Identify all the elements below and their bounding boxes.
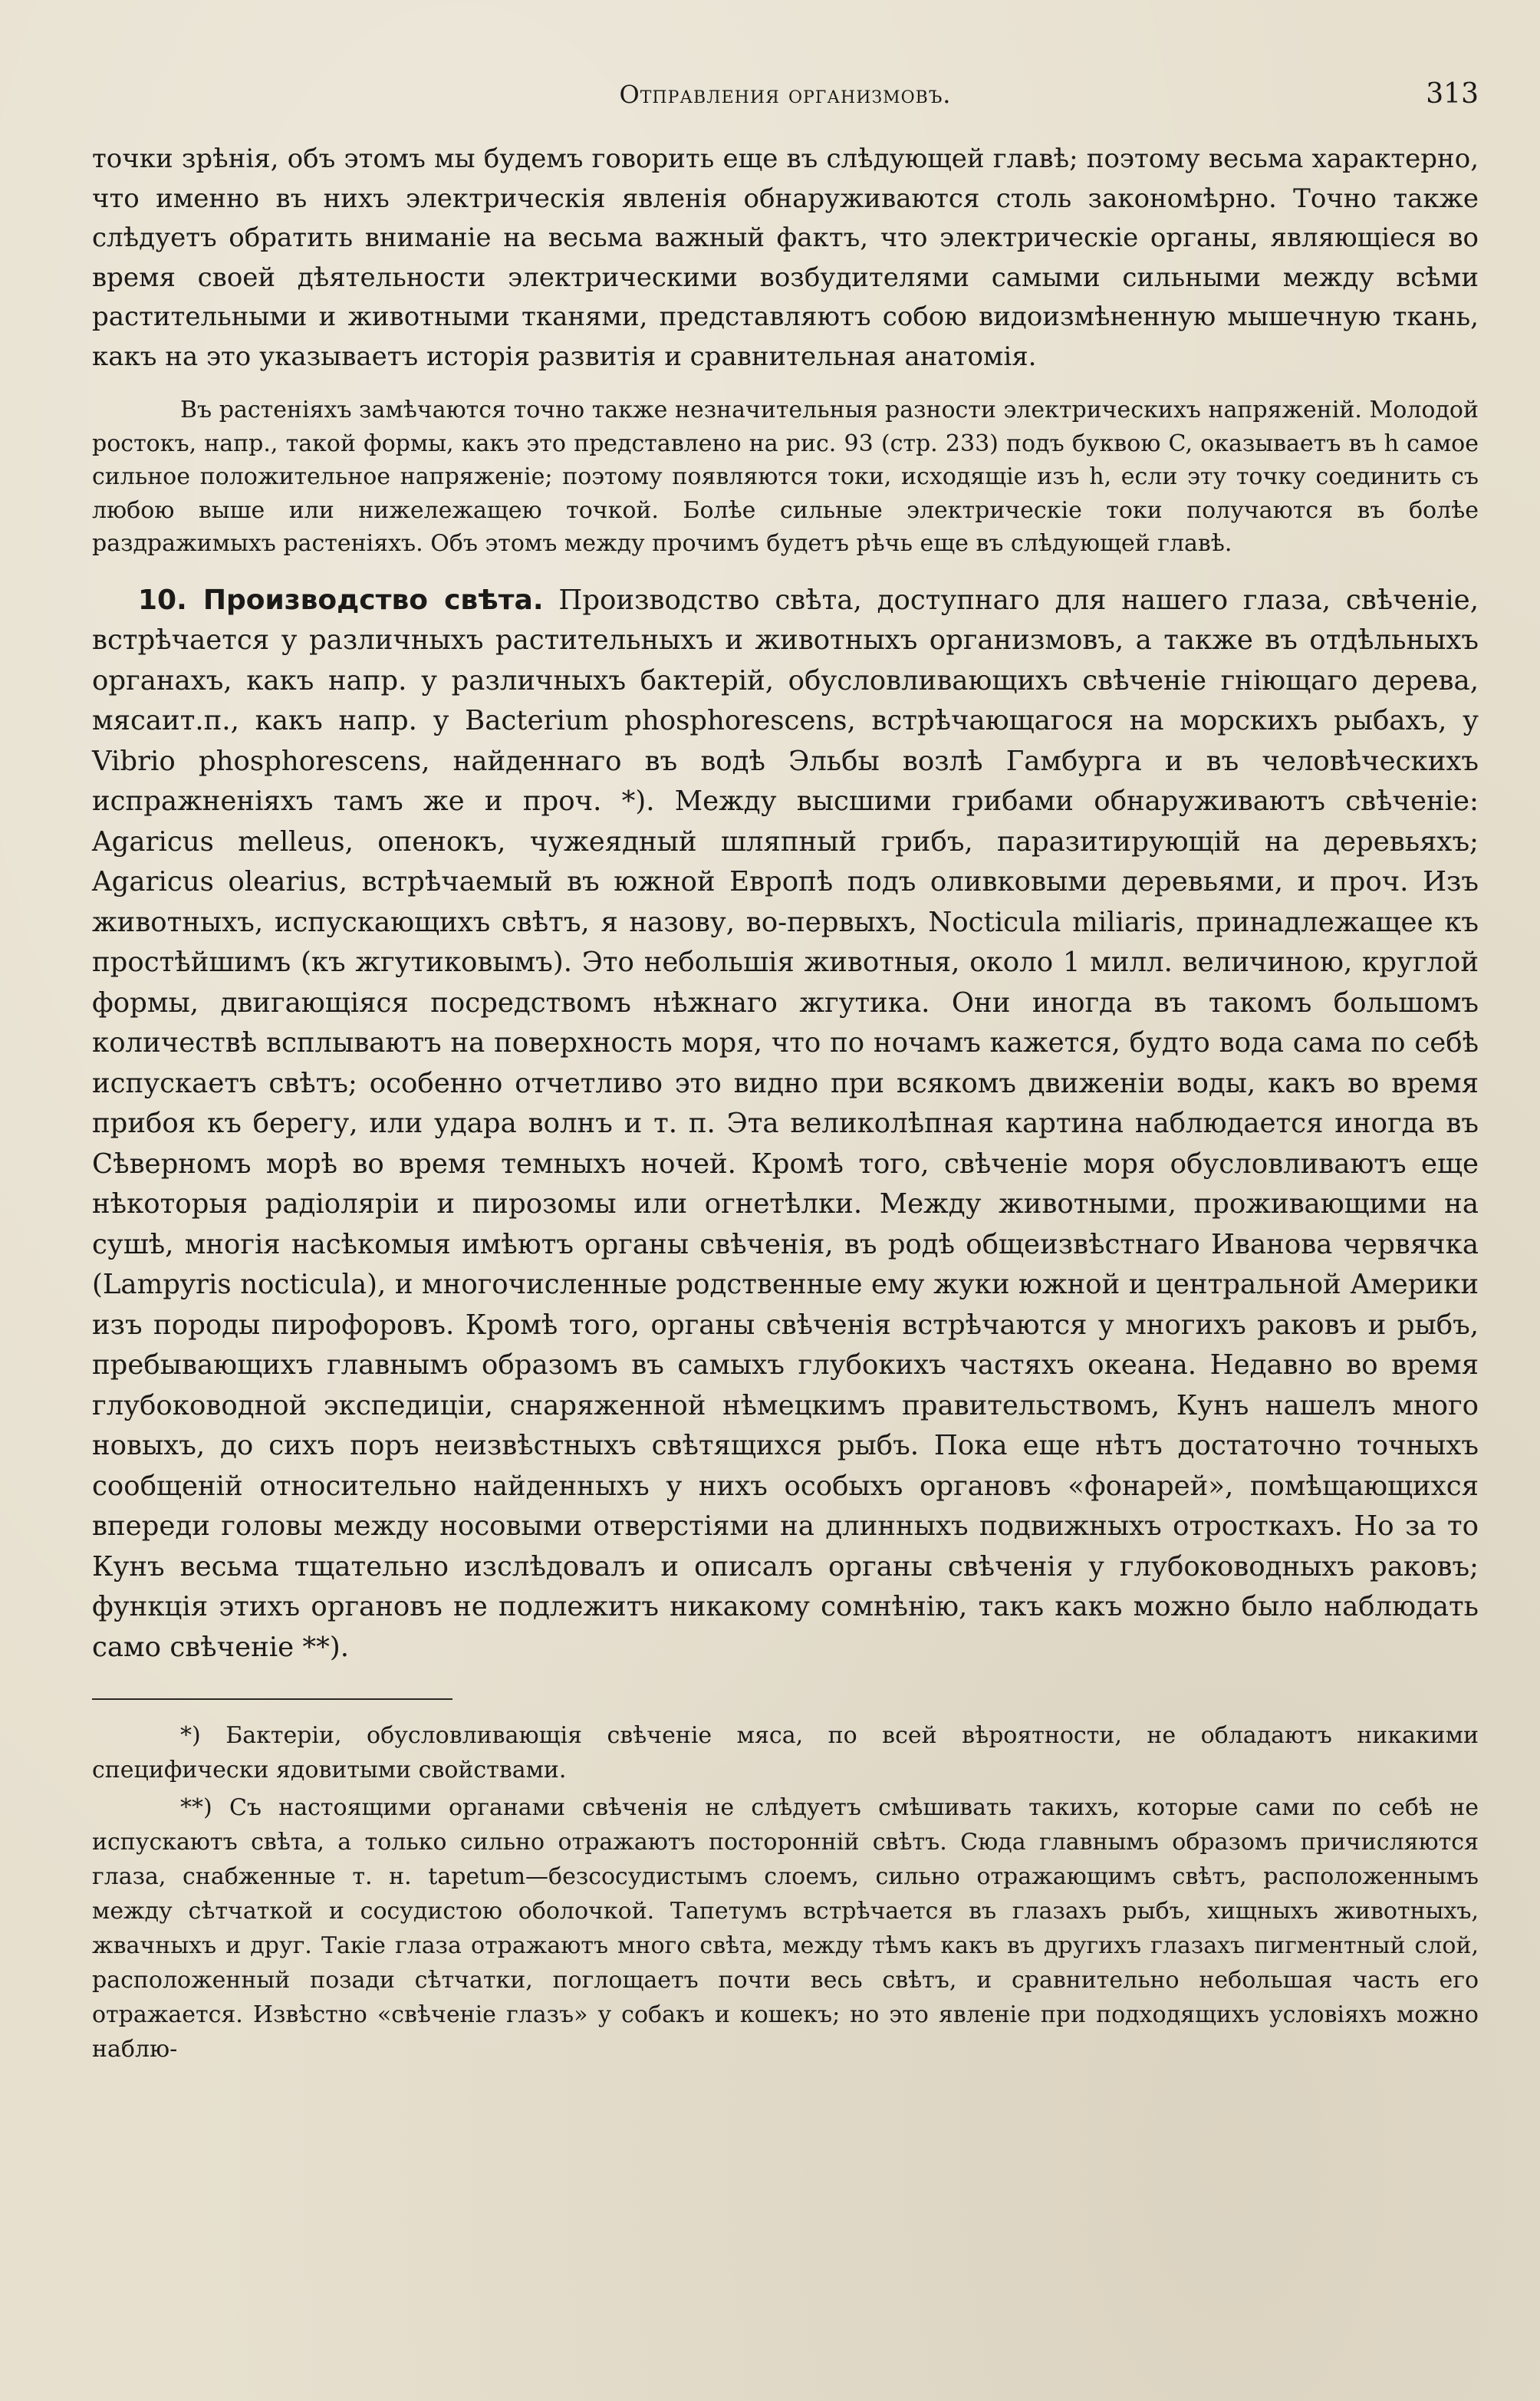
running-head <box>92 74 1479 120</box>
footnote-2: **) Съ настоящими органами свѣченія не слѣдуетъ смѣшивать такихъ, которые сами по себѣ не испускаютъ свѣта, а только сильно отражаютъ посторонній свѣтъ. Сюда главнымъ образомъ причисляются глаза, снабженные т. н. tapetum—безсосудистымъ слоемъ, сильно отражающимъ свѣтъ, расположеннымъ между сѣтчаткой и сосудистою оболочкой. Тапетумъ встрѣчается въ глазахъ рыбъ, хищныхъ животныхъ, жвачныхъ и друг. Такіе глаза отражаютъ много свѣта, между тѣмъ какъ въ другихъ глазахъ пигментный слой, расположенный позади сѣтчатки, поглощаетъ почти весь свѣтъ, и сравнительно небольшая часть его отражается. Извѣстно «свѣченіе глазъ» у собакъ и кошекъ; но это явленіе при подходящихъ условіяхъ можно наблю- <box>92 1794 1479 2063</box>
footnote-1: *) Бактеріи, обусловливающія свѣченіе мяса, по всей вѣроятности, не обладаютъ никакими специфически ядовитыми свойствами. <box>92 1722 1479 1783</box>
footnote-divider <box>92 1698 452 1700</box>
section-light-production <box>92 581 1479 1668</box>
running-title: Отправления организмовъ. <box>619 80 952 109</box>
page-number: 313 <box>1426 78 1479 110</box>
paragraph-plants-electricity: Въ растеніяхъ замѣчаются точно также незначительныя разности электрическихъ напряженій. Молодой ростокъ, напр., такой формы, какъ это представлено на рис. 93 (стр. 233) подъ буквою C, оказываетъ въ h самое сильное положительное напряженіе; поэтому появляются токи, исходящіе изъ h, если эту точку соединить съ любою выше или нижележащею точкой. Болѣе сильные электрическіе токи получаются въ болѣе раздражимыхъ растеніяхъ. Объ этомъ между прочимъ будетъ рѣчь еще въ слѣдующей главѣ. <box>92 397 1479 557</box>
paragraph-continuation: точки зрѣнія, объ этомъ мы будемъ говорить еще въ слѣдующей главѣ; поэтому весьма характерно, что именно въ нихъ электрическія явленія обнаруживаются столь закономѣрно. Точно также слѣдуетъ обратить вниманіе на весьма важный фактъ, что электрическіе органы, являющіеся во время своей дѣятельности электрическими возбудителями самыми сильными между всѣми растительными и животными тканями, представляютъ собою видоизмѣненную мышечную ткань, какъ на это указываетъ исторія развитія и сравнительная анатомія. <box>92 143 1479 372</box>
section-heading: 10. Производство свѣта. <box>138 584 544 616</box>
section-body: Производство свѣта, доступнаго для нашего глаза, свѣченіе, встрѣчается у различныхъ растительныхъ и животныхъ организмовъ, а также въ отдѣльныхъ органахъ, какъ напр. у различныхъ бактерій, обусловливающихъ свѣченіе гніющаго дерева, мясаит.п., какъ напр. у Bacterium phosphorescens, встрѣчающагося на морскихъ рыбахъ, у Vibrio phosphorescens, найденнаго въ водѣ Эльбы возлѣ Гамбурга и въ человѣческихъ испражненіяхъ тамъ же и проч. *). Между высшими грибами обнаруживаютъ свѣченіе: Agaricus melleus, опенокъ, чужеядный шляпный грибъ, паразитирующій на деревьяхъ; Agaricus olearius, встрѣчаемый въ южной Европѣ подъ оливковыми деревьями, и проч. Изъ животныхъ, испускающихъ свѣтъ, я назову, во-первыхъ, Nocticula miliaris, принадлежащее къ простѣйшимъ (къ жгутиковымъ). Это небольшія животныя, около 1 милл. величиною, круглой формы, двигающіяся посредствомъ нѣжнаго жгутика. Они иногда въ такомъ большомъ количествѣ всплываютъ на поверхность моря, что по ночамъ кажется, будто вода сама по себѣ испускаетъ свѣтъ; особенно отчетливо это видно при всякомъ движеніи воды, какъ во время прибоя къ берегу, или удара волнъ и т. п. Эта великолѣпная картина наблюдается иногда въ Сѣверномъ морѣ во время темныхъ ночей. Кромѣ того, свѣченіе моря обусловливаютъ еще нѣкоторыя радіоляріи и пирозомы или огнетѣлки. Между животными, проживающими на сушѣ, многія насѣкомыя имѣютъ органы свѣченія, въ родѣ общеизвѣстнаго Иванова червячка (Lampyris nocticula), и многочисленные родственные ему жуки южной и центральной Америки изъ породы пирофоровъ. Кромѣ того, органы свѣченія встрѣчаются у многихъ раковъ и рыбъ, пребывающихъ главнымъ образомъ въ самыхъ глубокихъ частяхъ океана. Недавно во время глубоководной экспедиціи, снаряженной нѣмецкимъ правительствомъ, Кунъ нашелъ много новыхъ, до сихъ поръ неизвѣстныхъ свѣтящихся рыбъ. Пока еще нѣтъ достаточно точныхъ сообщеній относительно найденныхъ у нихъ особыхъ органовъ «фонарей», помѣщающихся впереди головы между носовыми отверстіями на длинныхъ подвижныхъ отросткахъ. Но за то Кунъ весьма тщательно изслѣдовалъ и описалъ органы свѣченія у глубоководныхъ раковъ; функція этихъ органовъ не подлежитъ никакому сомнѣнію, такъ какъ можно было наблюдать само свѣченіе **). <box>92 584 1479 1663</box>
